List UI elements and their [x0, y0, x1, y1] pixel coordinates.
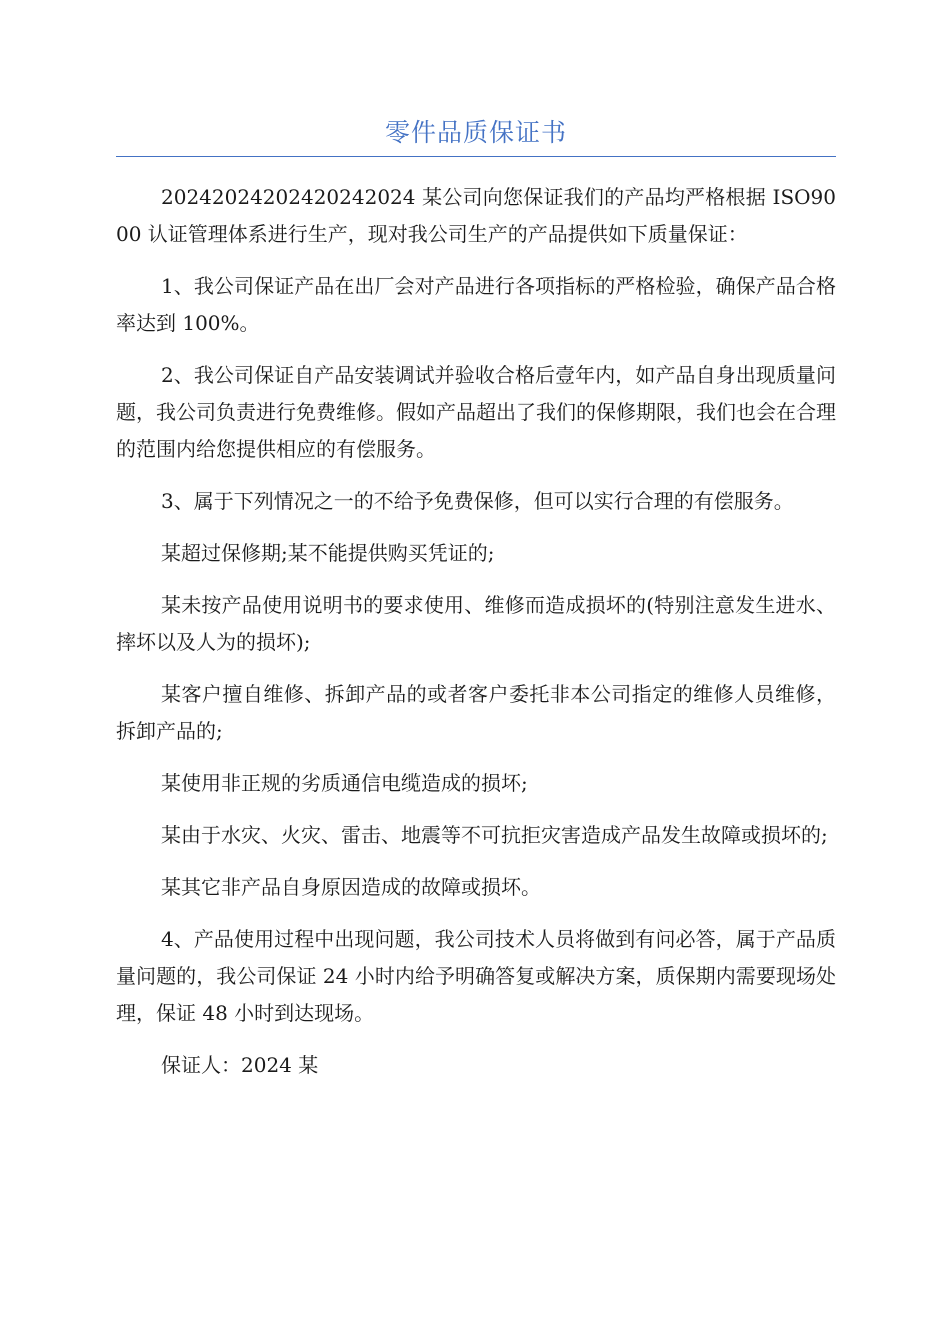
clause-3-paragraph: 3、属于下列情况之一的不给予免费保修，但可以实行合理的有偿服务。	[161, 489, 794, 513]
exclusion-item: 某未按产品使用说明书的要求使用、维修而造成损坏的(特别注意发生进水、摔坏以及人为的损坏);	[116, 593, 836, 654]
clause-2-paragraph: 2、我公司保证自产品安装调试并验收合格后壹年内，如产品自身出现质量问题，我公司负责进行免费维修。假如产品超出了我们的保修期限，我们也会在合理的范围内给您提供相应的有偿服务。	[116, 363, 836, 461]
exclusion-item: 某客户擅自维修、拆卸产品的或者客户委托非本公司指定的维修人员维修，拆卸产品的;	[116, 682, 836, 743]
document-body	[116, 179, 836, 1084]
guarantor-line: 保证人：2024 某	[161, 1053, 319, 1077]
exclusion-item: 某其它非产品自身原因造成的故障或损坏。	[161, 875, 541, 899]
clause-1-paragraph: 1、我公司保证产品在出厂会对产品进行各项指标的严格检验，确保产品合格率达到 100%。	[116, 274, 836, 335]
exclusion-item: 某超过保修期;某不能提供购买凭证的;	[161, 541, 495, 565]
document-page	[116, 0, 836, 1099]
exclusion-item: 某由于水灾、火灾、雷击、地震等不可抗拒灾害造成产品发生故障或损坏的;	[161, 823, 828, 847]
clause-4-paragraph: 4、产品使用过程中出现问题，我公司技术人员将做到有问必答，属于产品质量问题的，我公司保证 24 小时内给予明确答复或解决方案，质保期内需要现场处理，保证 48 小时到达现场。	[116, 927, 836, 1025]
title-underline	[116, 156, 836, 157]
intro-paragraph: 20242024202420242024 某公司向您保证我们的产品均严格根据 ISO9000 认证管理体系进行生产，现对我公司生产的产品提供如下质量保证：	[116, 185, 836, 246]
exclusion-item: 某使用非正规的劣质通信电缆造成的损坏;	[161, 771, 528, 795]
document-title: 零件品质保证书	[384, 118, 567, 147]
